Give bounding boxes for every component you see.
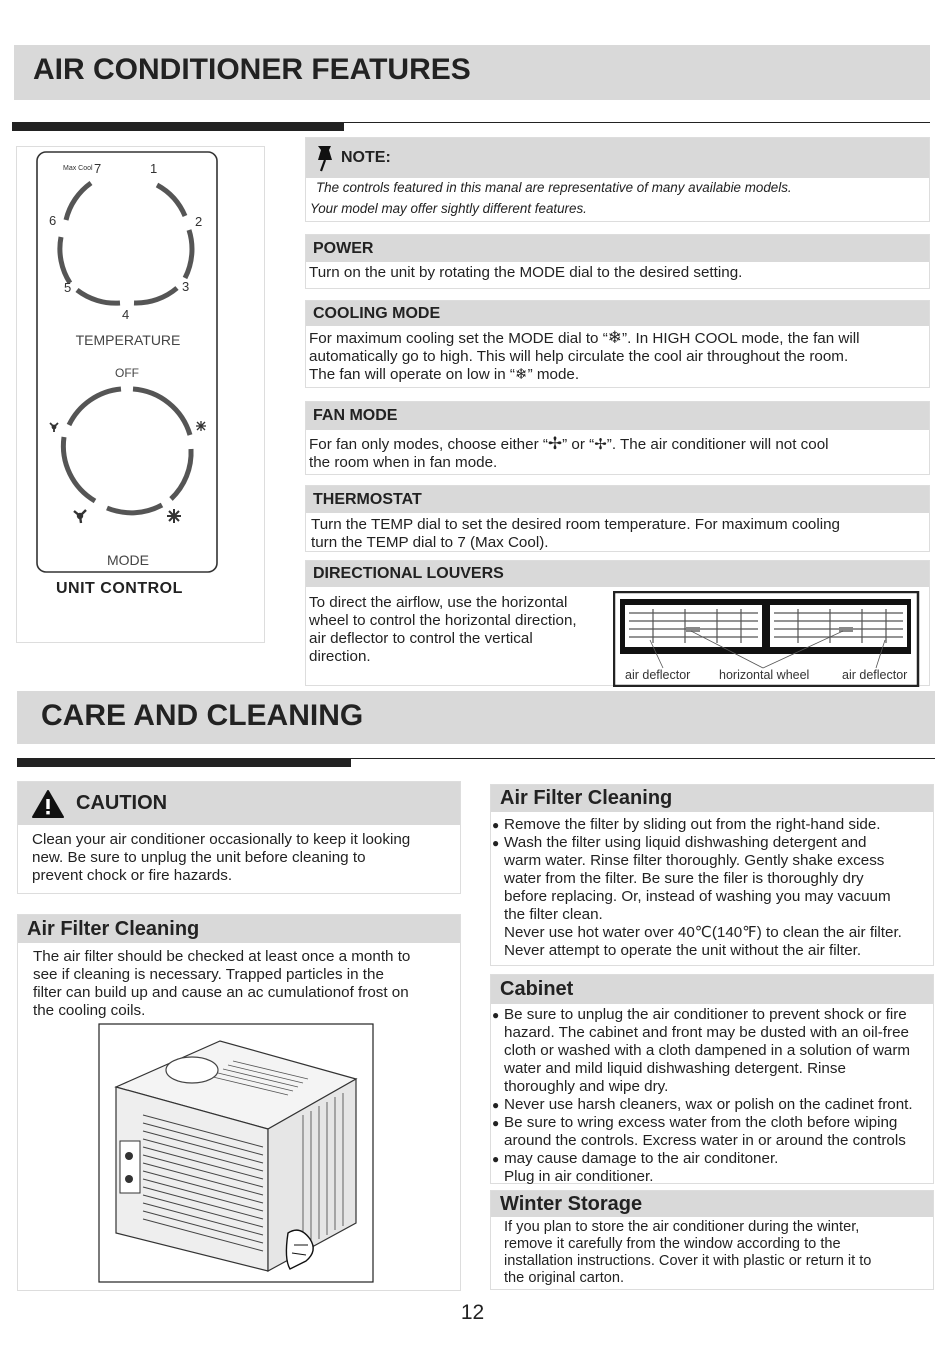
snowflake-low-icon bbox=[196, 421, 206, 431]
cabinet-line-7: Be sure to wring excess water from the cloth before wiping bbox=[504, 1114, 898, 1131]
thermostat-header bbox=[306, 486, 929, 513]
cabinet-line-10: Plug in air conditioner. bbox=[504, 1168, 654, 1185]
winter-title: Winter Storage bbox=[500, 1192, 643, 1215]
temp-number-6: 6 bbox=[49, 213, 57, 228]
temperature-dial bbox=[60, 183, 192, 303]
power-text: Turn on the unit by rotating the MODE dial to the desired setting. bbox=[309, 264, 743, 281]
filter-right-line-1: Wash the filter using liquid dishwashing detergent and bbox=[504, 834, 867, 851]
filter-left-line-3: filter can build up and cause an ac cumulationof frost on bbox=[33, 984, 409, 1001]
cabinet-line-9: may cause damage to the air conditoner. bbox=[504, 1150, 779, 1167]
power-header bbox=[306, 235, 929, 262]
horizontal-wheel-label: horizontal wheel bbox=[719, 668, 810, 682]
cooling-text bbox=[309, 329, 931, 384]
snowflake-high-icon bbox=[167, 509, 181, 523]
page-number: 12 bbox=[460, 1301, 485, 1324]
filter-right-bullet-1: Remove the filter by sliding out from the right-hand side. bbox=[504, 816, 881, 833]
winter-line-1: If you plan to store the air conditioner during the winter, bbox=[504, 1219, 860, 1235]
note-title: NOTE: bbox=[341, 149, 391, 166]
features-section-header bbox=[14, 45, 930, 100]
fan-header bbox=[306, 402, 929, 430]
temp-number-4: 4 bbox=[122, 307, 130, 322]
fan-high-icon bbox=[74, 510, 86, 523]
filter-left-line-2: see if cleaning is necessary. Trapped particles in the bbox=[33, 966, 384, 983]
unit-control-title: UNIT CONTROL bbox=[56, 580, 183, 597]
fan-line1b: ” or “ bbox=[562, 436, 595, 453]
care-section-title: CARE AND CLEANING bbox=[41, 699, 364, 732]
filter-left-line-1: The air filter should be checked at least once a month to bbox=[33, 948, 411, 965]
temp-number-7: 7 bbox=[94, 161, 102, 176]
winter-header bbox=[491, 1191, 933, 1217]
temp-number-1: 1 bbox=[150, 161, 158, 176]
louvers-line-1: To direct the airflow, use the horizontal bbox=[309, 594, 568, 611]
bullet-icon: ● bbox=[492, 818, 500, 832]
note-line-1: The controls featured in this manal are representative of many availabie models. bbox=[316, 180, 792, 195]
bullet-icon: ● bbox=[492, 1116, 500, 1130]
thermostat-line1: Turn the TEMP dial to set the desired room temperature. For maximum cooling bbox=[311, 516, 840, 533]
caution-line-1: Clean your air conditioner occasionally to keep it looking bbox=[32, 831, 411, 848]
fan-title: FAN MODE bbox=[313, 407, 398, 424]
cabinet-line-4: water and mild liquid dishwashing detergent. Rinse bbox=[504, 1060, 846, 1077]
note-header bbox=[306, 138, 929, 178]
filter-right-header bbox=[491, 785, 933, 812]
caution-title: CAUTION bbox=[76, 792, 168, 814]
cabinet-box bbox=[490, 974, 934, 1184]
air-deflector-label-left: air deflector bbox=[625, 668, 691, 682]
note-box bbox=[305, 137, 930, 222]
filter-right-line-6: Never use hot water over 40℃(140℉) to clean the air filter. bbox=[504, 924, 902, 941]
cabinet-line-8: around the controls. Excress water in or around the controls bbox=[504, 1132, 906, 1149]
temp-number-2: 2 bbox=[195, 214, 203, 229]
filter-right-box bbox=[490, 784, 934, 966]
fan-box bbox=[305, 401, 930, 475]
caution-line-2: new. Be sure to unplug the unit before cleaning to bbox=[32, 849, 366, 866]
thermostat-text bbox=[311, 516, 840, 552]
cooling-line1b: ”. In HIGH COOL mode, the fan will bbox=[622, 330, 860, 347]
care-rule-thick bbox=[17, 758, 351, 767]
bullet-icon: ● bbox=[492, 836, 500, 850]
cooling-box bbox=[305, 300, 930, 388]
thermostat-line2: turn the TEMP dial to 7 (Max Cool). bbox=[311, 534, 549, 551]
cabinet-line-6: Never use harsh cleaners, wax or polish on the cadinet front. bbox=[504, 1096, 913, 1113]
filter-right-line-5: the filter clean. bbox=[504, 906, 603, 923]
cooling-line3b: ” mode. bbox=[527, 366, 580, 383]
cabinet-line-2: hazard. The cabinet and front may be dusted with an oil-free bbox=[504, 1024, 909, 1041]
care-section-header bbox=[17, 691, 935, 744]
fan-line1a: For fan only modes, choose either “ bbox=[309, 436, 548, 453]
max-cool-label: Max Cool bbox=[63, 165, 93, 172]
filter-right-line-3: water from the filter. Be sure the filer is thoroughly dry bbox=[504, 870, 864, 887]
temp-number-3: 3 bbox=[182, 279, 190, 294]
filter-right-line-2: warm water. Rinse filter thoroughly. Gently shake excess bbox=[504, 852, 885, 869]
caution-header bbox=[18, 782, 460, 825]
temp-number-5: 5 bbox=[64, 280, 72, 295]
unit-control-diagram bbox=[17, 147, 266, 644]
air-deflector-label-right: air deflector bbox=[842, 668, 908, 682]
louvers-box bbox=[305, 560, 930, 686]
filter-left-text bbox=[33, 948, 410, 1020]
pushpin-icon bbox=[315, 143, 335, 173]
fan-high-icon: ✢ bbox=[547, 434, 563, 453]
features-section-title: AIR CONDITIONER FEATURES bbox=[33, 53, 471, 86]
louvers-header bbox=[306, 561, 929, 587]
filter-right-title: Air Filter Cleaning bbox=[500, 787, 673, 809]
winter-line-3: installation instructions. Cover it with plastic or return it to bbox=[504, 1253, 872, 1269]
louvers-line-4: direction. bbox=[309, 648, 371, 665]
fan-line2: the room when in fan mode. bbox=[309, 454, 498, 471]
unit-control-panel bbox=[16, 146, 265, 643]
cooling-line3a: The fan will operate on low in “ bbox=[309, 366, 515, 383]
cabinet-line-1: Be sure to unplug the air conditioner to prevent shock or fire bbox=[504, 1006, 907, 1023]
thermostat-title: THERMOSTAT bbox=[313, 490, 422, 508]
cabinet-title: Cabinet bbox=[500, 978, 574, 1000]
mode-dial bbox=[63, 389, 191, 513]
winter-line-2: remove it carefully from the window according to the bbox=[504, 1236, 841, 1252]
mode-label: MODE bbox=[107, 552, 149, 568]
snowflake-low-icon: ❄ bbox=[514, 366, 528, 383]
cooling-title: COOLING MODE bbox=[313, 304, 441, 322]
warning-icon bbox=[32, 789, 64, 819]
features-rule-thick bbox=[12, 122, 344, 131]
power-title: POWER bbox=[313, 239, 374, 257]
louvers-line-3: air deflector to control the vertical bbox=[309, 630, 533, 647]
bullet-icon: ● bbox=[492, 1152, 500, 1166]
louvers-text bbox=[309, 594, 577, 666]
fan-low-icon bbox=[50, 423, 58, 432]
temperature-label: TEMPERATURE bbox=[75, 332, 181, 348]
cabinet-header bbox=[491, 975, 933, 1004]
features-rule-thin bbox=[344, 122, 930, 123]
filter-left-header bbox=[18, 915, 460, 943]
fan-text bbox=[309, 435, 931, 472]
louver-diagram bbox=[613, 591, 920, 687]
cooling-line1a: For maximum cooling set the MODE dial to “ bbox=[309, 330, 608, 347]
power-box bbox=[305, 234, 930, 289]
snowflake-high-icon: ❄ bbox=[607, 328, 623, 347]
caution-line-3: prevent chock or fire hazards. bbox=[32, 867, 233, 884]
filter-right-line-7: Never attempt to operate the unit without the air filter. bbox=[504, 942, 862, 959]
filter-right-line-4: before replacing. Or, instead of washing you may vacuum bbox=[504, 888, 891, 905]
caution-text bbox=[32, 831, 410, 885]
note-line-2: Your model may offer sightly different features. bbox=[310, 201, 587, 216]
bullet-icon: ● bbox=[492, 1008, 500, 1022]
cooling-line2: automatically go to high. This will help circulate the cool air throughout the room. bbox=[309, 348, 849, 365]
winter-text bbox=[504, 1219, 871, 1287]
cabinet-line-5: thoroughly and wipe dry. bbox=[504, 1078, 669, 1095]
fan-line1c: ”. The air conditioner will not cool bbox=[606, 436, 829, 453]
air-conditioner-illustration bbox=[98, 1023, 374, 1283]
filter-left-box bbox=[17, 914, 461, 1291]
louvers-line-2: wheel to control the horizontal direction, bbox=[309, 612, 577, 629]
filter-left-title: Air Filter Cleaning bbox=[27, 917, 200, 940]
cabinet-text bbox=[492, 1006, 935, 1186]
cabinet-line-3: cloth or washed with a cloth dampened in a solution of warm bbox=[504, 1042, 911, 1059]
louvers-title: DIRECTIONAL LOUVERS bbox=[313, 565, 504, 582]
care-rule-thin bbox=[351, 758, 935, 759]
filter-right-text bbox=[492, 816, 935, 960]
winter-line-4: the original carton. bbox=[504, 1270, 625, 1286]
thermostat-box bbox=[305, 485, 930, 552]
fan-low-icon: ✢ bbox=[594, 436, 607, 453]
bullet-icon: ● bbox=[492, 1098, 500, 1112]
cooling-header bbox=[306, 301, 929, 326]
caution-box bbox=[17, 781, 461, 894]
winter-box bbox=[490, 1190, 934, 1290]
off-label: OFF bbox=[115, 366, 139, 380]
filter-left-line-4: the cooling coils. bbox=[33, 1002, 146, 1019]
